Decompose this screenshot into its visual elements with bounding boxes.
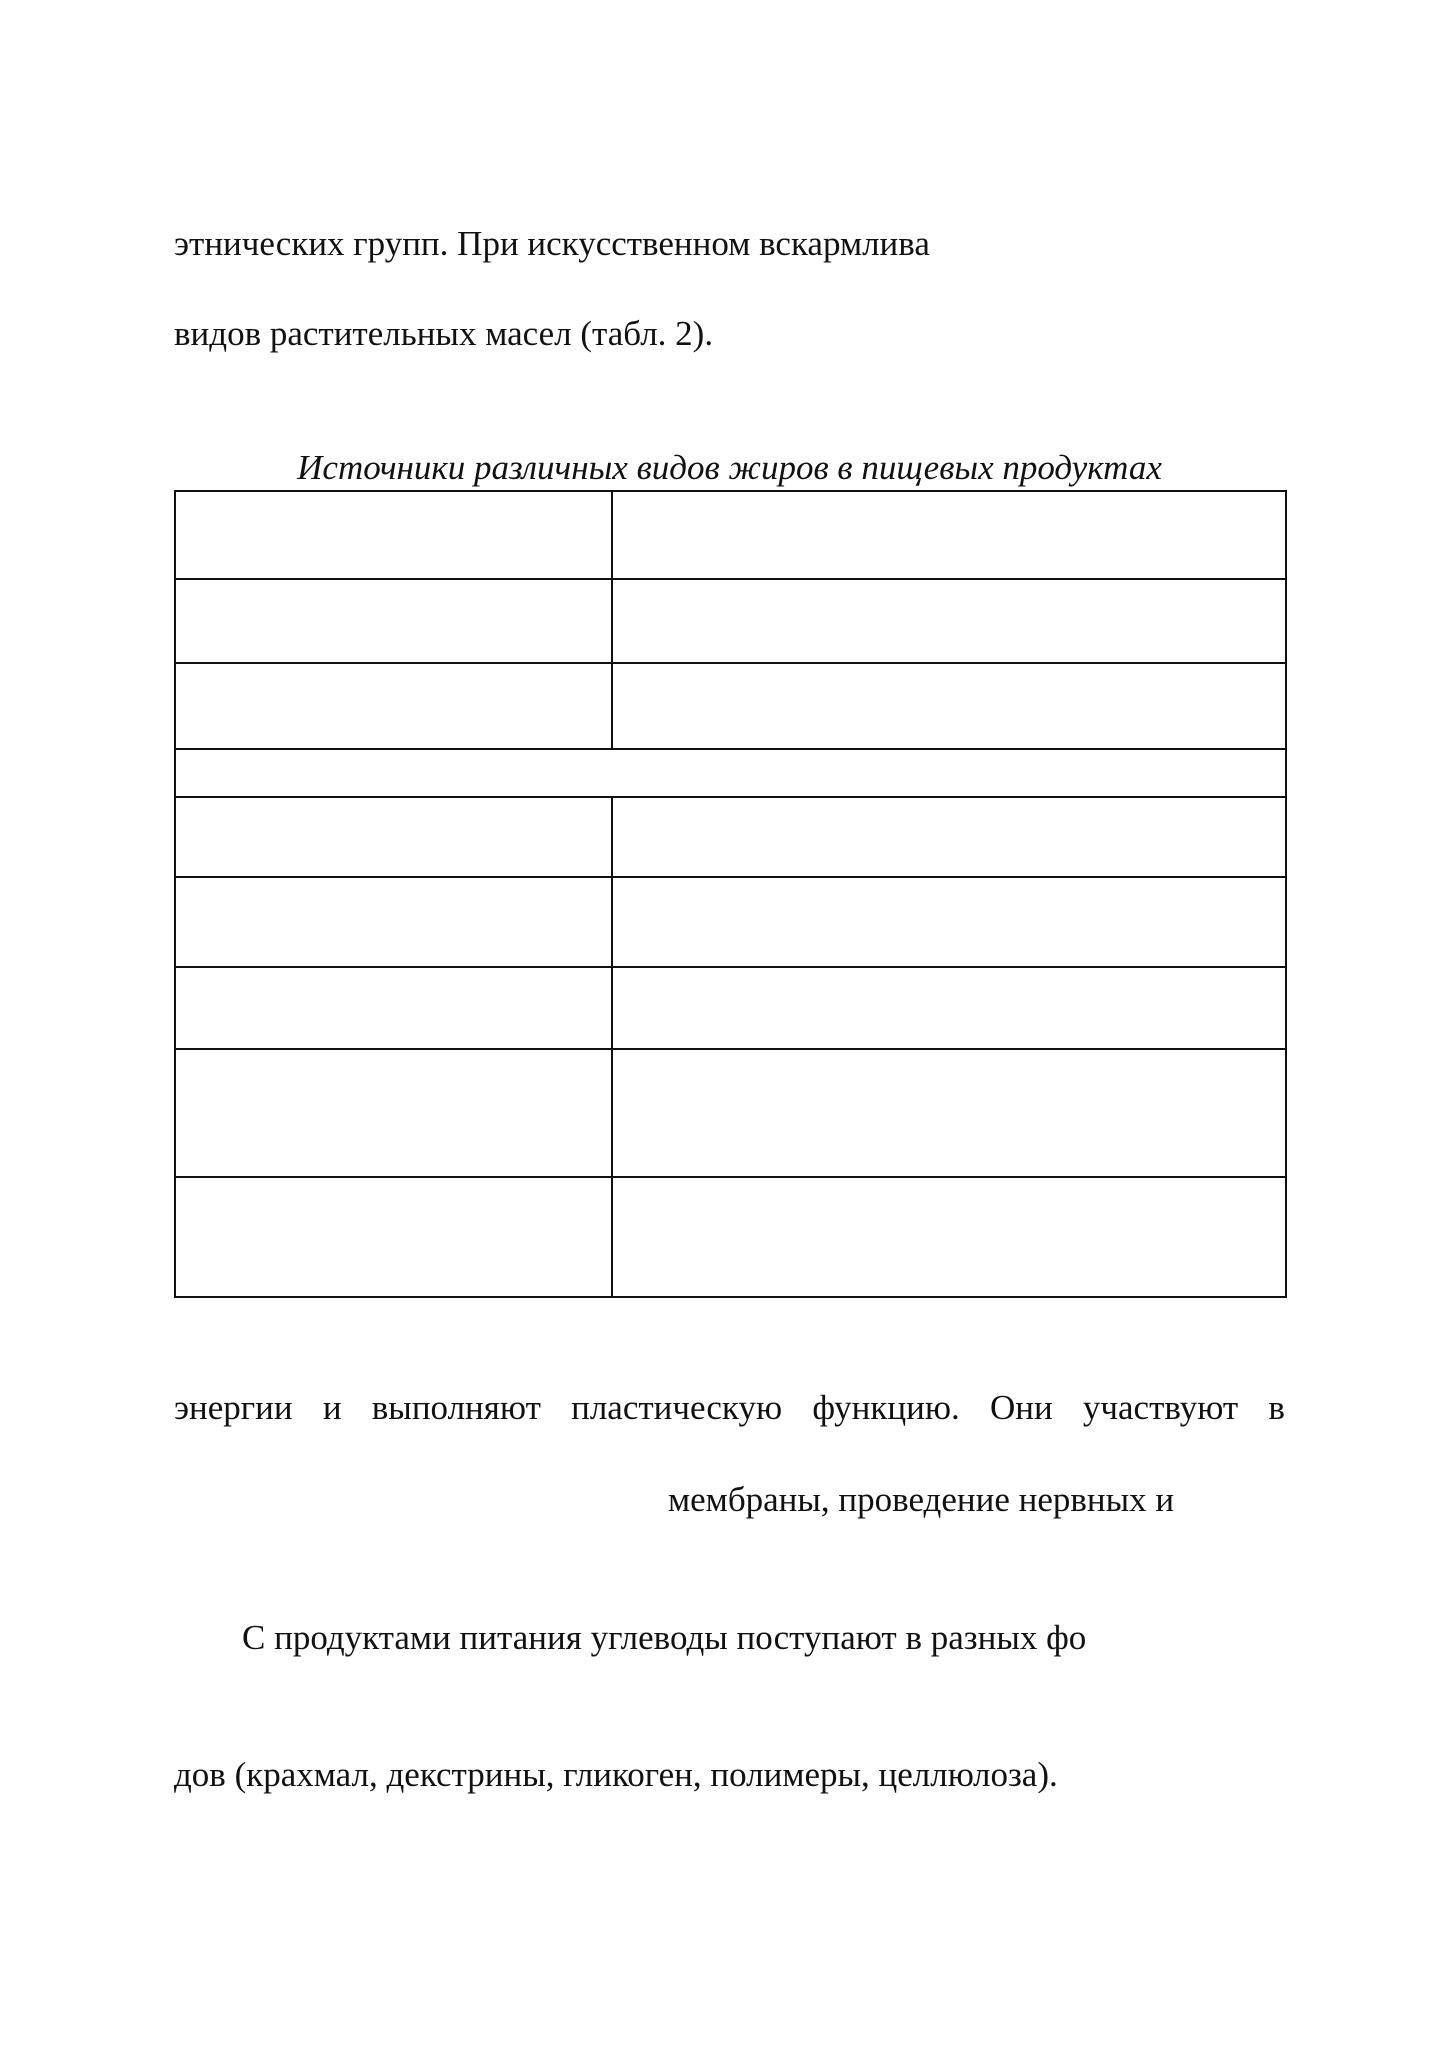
table-row xyxy=(175,1049,1286,1177)
paragraph-line-2: видов растительных масел (табл. 2). xyxy=(174,314,714,353)
fat-sources-table xyxy=(174,490,1287,1298)
word: выполняют xyxy=(371,1388,541,1427)
paragraph-line-4: мембраны, проведение нервных и xyxy=(668,1480,1175,1519)
table-cell xyxy=(175,797,612,877)
table-cell xyxy=(175,579,612,663)
word: пластическую xyxy=(571,1388,783,1427)
table-row xyxy=(175,967,1286,1049)
table-cell xyxy=(175,877,612,967)
word: и xyxy=(322,1388,342,1427)
word: Они xyxy=(989,1388,1053,1427)
table-cell xyxy=(175,967,612,1049)
table-cell xyxy=(175,1049,612,1177)
table-cell xyxy=(612,663,1286,749)
table-row xyxy=(175,749,1286,797)
table-row xyxy=(175,1177,1286,1297)
paragraph-line-5: С продуктами питания углеводы поступают в разных фо xyxy=(242,1618,1087,1657)
table-row xyxy=(175,663,1286,749)
paragraph-line-6: дов (крахмал, декстрины, гликоген, полимеры, целлюлоза). xyxy=(174,1755,1058,1794)
table-cell xyxy=(612,877,1286,967)
table-row xyxy=(175,797,1286,877)
word: участвуют xyxy=(1082,1388,1239,1427)
table-cell xyxy=(175,663,612,749)
table-cell xyxy=(612,967,1286,1049)
table-caption: Источники различных видов жиров в пищевых продуктах xyxy=(297,448,1162,487)
table-cell xyxy=(612,1177,1286,1297)
paragraph-line-3 xyxy=(174,1388,1285,1428)
word: функцию. xyxy=(812,1388,960,1427)
word: энергии xyxy=(174,1388,293,1427)
paragraph-line-1: этнических групп. При искусственном вскармлива xyxy=(174,224,930,263)
table-row xyxy=(175,579,1286,663)
table-cell xyxy=(175,1177,612,1297)
table-cell xyxy=(612,1049,1286,1177)
table-cell xyxy=(612,579,1286,663)
table-row xyxy=(175,491,1286,579)
word: в xyxy=(1268,1388,1285,1427)
table-row xyxy=(175,877,1286,967)
table-cell xyxy=(612,797,1286,877)
table-cell xyxy=(175,749,1286,797)
table-cell xyxy=(175,491,612,579)
table-cell xyxy=(612,491,1286,579)
